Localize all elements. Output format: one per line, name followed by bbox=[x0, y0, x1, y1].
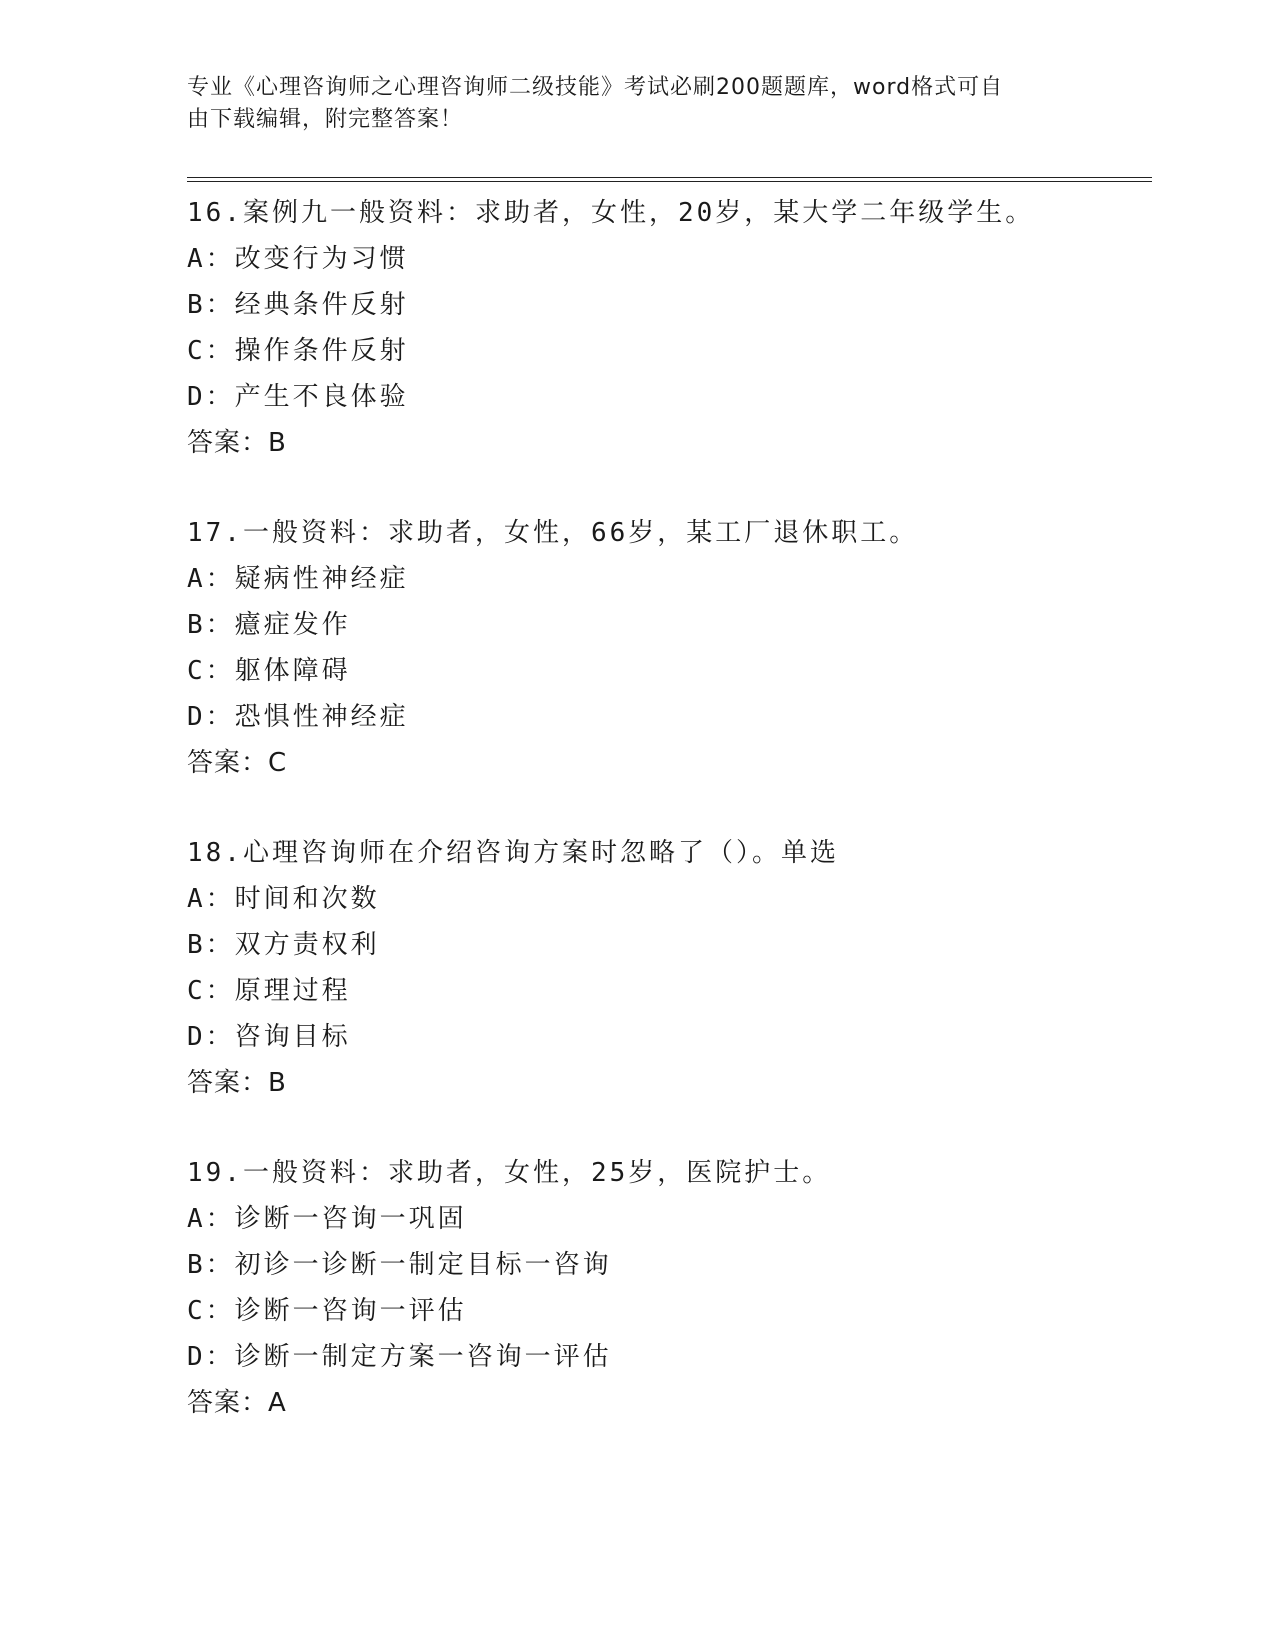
question-stem: 18.心理咨询师在介绍咨询方案时忽略了（）。单选 bbox=[187, 838, 839, 868]
answer: 答案：A bbox=[187, 1388, 287, 1418]
option-b: B：双方责权利 bbox=[187, 930, 380, 960]
question-19 bbox=[187, 1150, 1152, 1470]
option-b: B：初诊一诊断一制定目标一咨询 bbox=[187, 1250, 612, 1280]
option-a: A：改变行为习惯 bbox=[187, 244, 409, 274]
option-a: A：时间和次数 bbox=[187, 884, 380, 914]
header-divider bbox=[187, 177, 1152, 182]
question-stem: 16.案例九一般资料：求助者，女性，20岁，某大学二年级学生。 bbox=[187, 198, 1035, 228]
option-c: C：躯体障碍 bbox=[187, 656, 351, 686]
answer: 答案：B bbox=[187, 428, 287, 458]
question-stem: 17.一般资料：求助者，女性，66岁，某工厂退休职工。 bbox=[187, 518, 919, 548]
option-b: B：癔症发作 bbox=[187, 610, 351, 640]
option-c: C：操作条件反射 bbox=[187, 336, 409, 366]
option-d: D：诊断一制定方案一咨询一评估 bbox=[187, 1342, 612, 1372]
question-18 bbox=[187, 830, 1152, 1150]
option-d: D：恐惧性神经症 bbox=[187, 702, 409, 732]
question-17 bbox=[187, 510, 1152, 830]
option-c: C：原理过程 bbox=[187, 976, 351, 1006]
answer: 答案：C bbox=[187, 748, 288, 778]
option-c: C：诊断一咨询一评估 bbox=[187, 1296, 467, 1326]
option-d: D：咨询目标 bbox=[187, 1022, 351, 1052]
option-a: A：诊断一咨询一巩固 bbox=[187, 1204, 467, 1234]
header-line-1: 专业《心理咨询师之心理咨询师二级技能》考试必刷200题题库，word格式可自 bbox=[187, 75, 1004, 100]
option-d: D：产生不良体验 bbox=[187, 382, 409, 412]
option-a: A：疑病性神经症 bbox=[187, 564, 409, 594]
question-stem: 19.一般资料：求助者，女性，25岁，医院护士。 bbox=[187, 1158, 832, 1188]
question-16 bbox=[187, 190, 1152, 510]
answer: 答案：B bbox=[187, 1068, 287, 1098]
document-header bbox=[187, 72, 1067, 136]
question-list bbox=[187, 190, 1152, 1470]
header-line-2: 由下载编辑，附完整答案！ bbox=[187, 107, 464, 132]
option-b: B：经典条件反射 bbox=[187, 290, 409, 320]
